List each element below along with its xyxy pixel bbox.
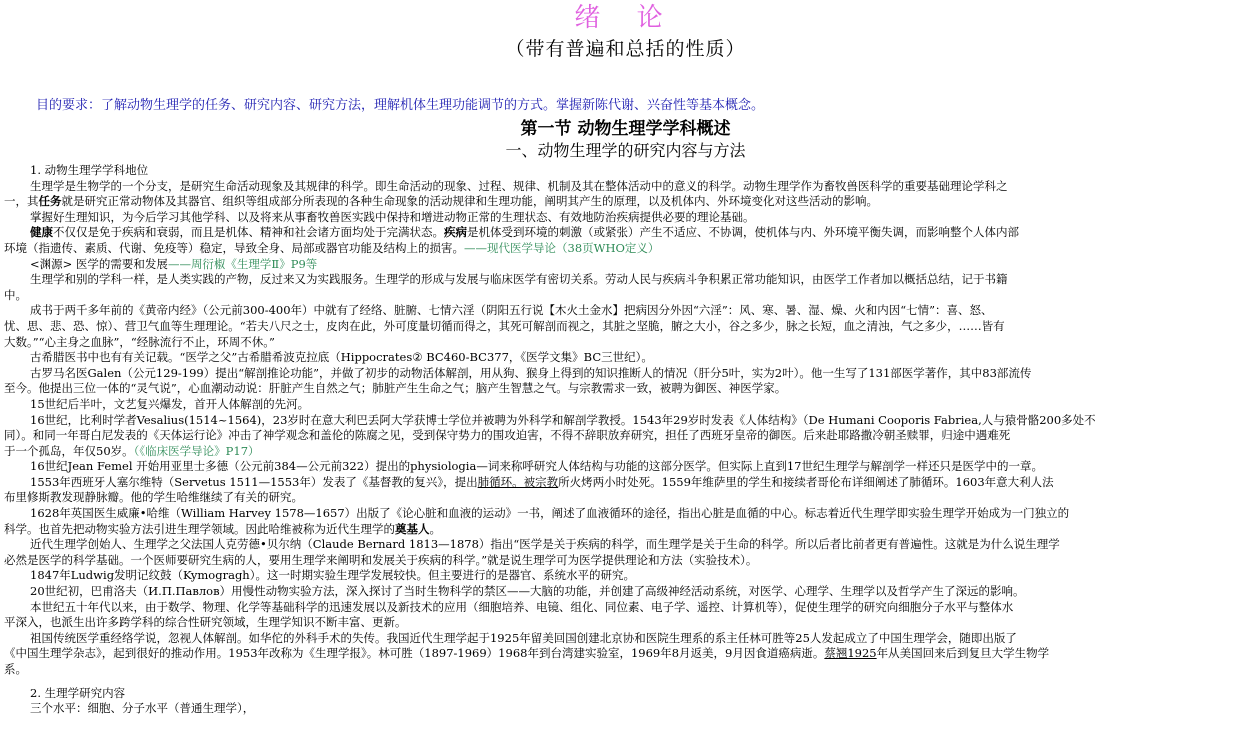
- paragraph-line: 1847年Ludwig发明记纹鼓（Kymogragh）。这一时期实验生理学发展较快。但主要进行的是器官、系统水平的研究。: [30, 568, 635, 583]
- body-text: [4, 163, 1246, 717]
- underlined-text: 蔡翘1925: [824, 646, 877, 661]
- term-task: 任务: [38, 194, 62, 209]
- paragraph-line: 平深入，也派生出许多跨学科的综合性研究领域，生理学知识不断丰富、更新。: [4, 615, 407, 630]
- paragraph-line: 系。: [4, 662, 27, 676]
- paragraph-line: 掌握好生理知识，为今后学习其他学科、以及将来从事畜牧兽医实践中保持和增进动物正常的生理状态、有效地防治疾病提供必要的理论基础。: [30, 209, 755, 224]
- paragraph-line: 于一个孤岛，年仅50岁。（《临床医学导论》P17）: [4, 443, 260, 458]
- paragraph-line: 1628年英国医生威廉•哈维（William Harvey 1578—1657）出版了《论心脏和血液的运动》一书，阐述了血液循环的途径，指出心脏是血循的中心。标志着近代生理学即实验生理学开始成为一门独立的: [30, 506, 1070, 521]
- paragraph-line: 15世纪后半叶，文艺复兴爆发，首开人体解剖的先河。: [30, 396, 310, 411]
- underlined-text: 肺循环。被宗教: [477, 474, 559, 489]
- paragraph-line: 16世纪Jean Femel 开始用亚里士多德（公元前384—公元前322）提出的physiologia—词来称呼研究人体结构与功能的这部分医学。但实际上直到17世纪生理学与解剖学一样还只是医学中的一章。: [30, 459, 1043, 474]
- paragraph-line: 《中国生理学杂志》，起到很好的推动作用。1953年改称为《生理学报》。林可胜（1897-1969）1968年到台湾建实验室，1969年8月返美，9月因食道癌病逝。蔡翘1925年从美国回来后到复旦大学生物学: [4, 646, 1050, 661]
- citation: ——现代医学导论（38页WHO定义）: [464, 240, 660, 255]
- citation: （《临床医学导论》P17）: [133, 443, 260, 458]
- paragraph-line: 20世纪初，巴甫洛夫（И.П.Павлов）用慢性动物实验方法，深入探讨了当时生物科学的禁区——大脑的功能，并创建了高级神经活动系统，对医学、心理学、生理学以及哲学产生了深远的影响。: [30, 584, 1025, 599]
- paragraph-line: 三个水平：细胞、分子水平（普通生理学），: [30, 701, 255, 716]
- paragraph-line: 古希腊医书中也有有关记载。“医学之父”古希腊希波克拉底（Hippocrates② BC460-BC377，《医学文集》BC三世纪）。: [30, 350, 653, 365]
- heading-discipline-status: 1. 动物生理学学科地位: [30, 163, 149, 177]
- paragraph-line: 中。: [4, 287, 27, 302]
- section-title: 第一节 动物生理学学科概述: [520, 119, 731, 139]
- paragraph-line: 古罗马名医Galen（公元129-199）提出“解剖推论功能”，并做了初步的动物活体解剖，用从狗、猴身上得到的知识推断人的情况（肝分5叶，实为2叶）。他一生写了131部医学著作，其中83部流传: [30, 365, 1032, 380]
- page-subtitle: （带有普遍和总括的性质）: [505, 38, 746, 60]
- term-founder: 奠基人: [395, 521, 430, 536]
- paragraph-line: 一，其任务就是研究正常动物体及其器官、组织等组成部分所表现的各种生命现象的活动规律和生理功能，阐明其产生的原理，以及机体内、外环境变化对这些活动的影响。: [4, 194, 878, 209]
- paragraph-line: 近代生理学创始人、生理学之父法国人克劳德•贝尔纳（Claude Bernard 1813—1878）指出“医学是关于疾病的科学，而生理学是关于生命的科学。所以后者比前者更有普遍性。这就是为什么说生理学: [30, 537, 1060, 552]
- page-title: 绪 论: [574, 3, 677, 33]
- paragraph-line: 本世纪五十年代以来，由于数学、物理、化学等基础科学的迅速发展以及新技术的应用（细胞培养、电镜、组化、同位素、电子学、遥控、计算机等），促使生理学的研究向细胞分子水平与整体水: [30, 599, 1014, 614]
- paragraph-line: 布里修斯教发现静脉瓣。他的学生哈维继续了有关的研究。: [4, 490, 303, 505]
- heading-research-content: 2. 生理学研究内容: [30, 685, 126, 700]
- paragraph-line: 健康不仅仅是免于疾病和衰弱，而且是机体、精神和社会诸方面均处于完满状态。疾病是机体受到环境的刺激（或紧张）产生不适应、不协调，使机体与内、外环境平衡失调，而影响整个人体内部: [30, 225, 1019, 240]
- paragraph-line: 大数。”“心主身之血脉”，“经脉流行不止，环周不休。”: [4, 334, 275, 349]
- paragraph-line: 至今。他提出三位一体的“灵气说”，心血潮动动说：肝脏产生自然之气；肺脏产生生命之气；脑产生智慧之气。与宗教需求一致，被聘为御医、神医学家。: [4, 381, 787, 396]
- paragraph-line: 生理学是生物学的一个分支，是研究生命活动现象及其规律的科学。即生命活动的现象、过程、规律、机制及其在整体活动中的意义的科学。动物生理学作为畜牧兽医科学的重要基础理论学科之: [30, 178, 1008, 193]
- section-subtitle: 一、动物生理学的研究内容与方法: [505, 141, 746, 160]
- paragraph-line: 成书于两千多年前的《黄帝内经》（公元前300-400年）中就有了经络、脏腑、七情六淫（阴阳五行说【木火土金水】把病因分外因“六淫”：风、寒、暑、湿、燥、火和内因“七情”：喜、怒、: [30, 303, 993, 318]
- paragraph-line: 祖国传统医学重经络学说，忽视人体解剖。如华佗的外科手术的失传。我国近代生理学起于1925年留美回国创建北京协和医院生理系的系主任林可胜等25人发起成立了中国生理学会，随即出版了: [30, 630, 1017, 645]
- paragraph-line: 忧、思、悲、恐、惊）、营卫气血等生理理论。“若夫八尺之士，皮肉在此，外可度量切循而得之，其死可解剖而视之，其脏之坚脆，腑之大小，谷之多少，脉之长短，血之清浊，气之多少，……皆有: [4, 318, 1005, 333]
- paragraph-line: <渊源> 医学的需要和发展——周衍椒《生理学Ⅱ》P9等: [30, 256, 318, 271]
- paragraph-line: 必然是医学的科学基础。一个医师要研究生病的人，要用生理学来阐明和发展关于疾病的科学。”就是说生理学可为医学提供理论和方法（实验技术）。: [4, 552, 758, 567]
- term-health: 健康: [30, 225, 53, 240]
- paragraph-line: 1553年西班牙人塞尔维特（Servetus 1511—1553年）发表了《基督教的复兴》，提出肺循环。被宗教所火烤两小时处死。1559年维萨里的学生和接续者哥伦布详细阐述了肺循环。1603年意大利人法: [30, 474, 1054, 489]
- paragraph-line: 16世纪，比利时学者Vesalius(1514~1564)，23岁时在意大利巴丢阿大学获博士学位并被聘为外科学和解剖学教授。1543年29岁时发表《人体结构》（De Humani Cooporis Fabriea,人与猿骨骼200多处不: [30, 412, 1096, 427]
- paragraph-line: 生理学和别的学科一样，是人类实践的产物，反过来又为实践服务。生理学的形成与发展与临床医学有密切关系。劳动人民与疾病斗争积累正常功能知识，由医学工作者加以概括总结，记于书籍: [30, 272, 1008, 287]
- citation: ——周衍椒《生理学Ⅱ》P9等: [167, 256, 318, 271]
- term-disease: 疾病: [444, 225, 467, 240]
- paragraph-line: 环境（指遗传、素质、代谢、免疫等）稳定，导致全身、局部或器官功能及结构上的损害。——现代医学导论（38页WHO定义）: [4, 240, 660, 255]
- paragraph-line: 同）。和同一年哥白尼发表的《天体运行论》冲击了神学观念和盖伦的陈腐之见，受到保守势力的围攻迫害，不得不辞职放弃研究，担任了西班牙皇帝的御医。后来赴耶路撒冷朝圣赎罪，归途中遇难死: [4, 428, 1011, 443]
- learning-objective: 目的要求：了解动物生理学的任务、研究内容、研究方法，理解机体生理功能调节的方式。掌握新陈代谢、兴奋性等基本概念。: [36, 98, 765, 113]
- paragraph-line: 科学。也首先把动物实验方法引进生理学领域。因此哈维被称为近代生理学的奠基人。: [4, 521, 441, 536]
